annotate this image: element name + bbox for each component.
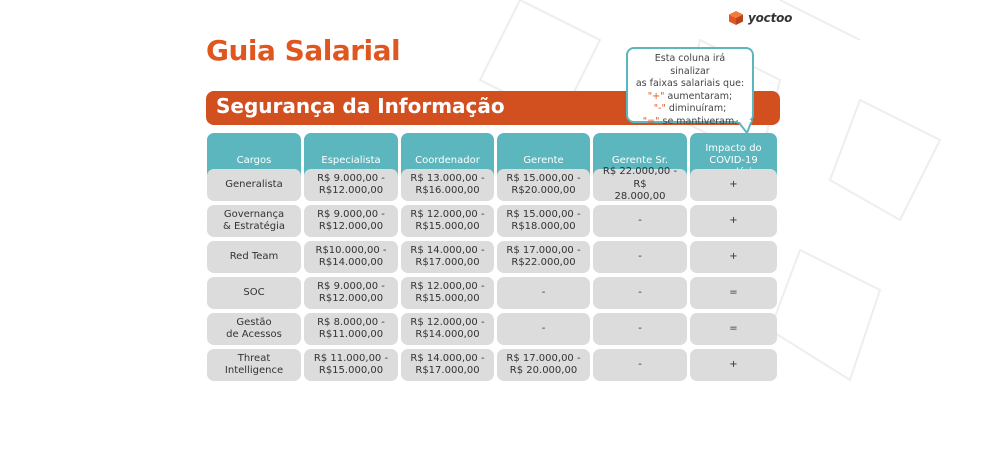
cell-impacto: =: [690, 277, 777, 309]
cell-especialista: R$ 9.000,00 - R$12.000,00: [304, 205, 398, 237]
logo-text: yoctoo: [748, 11, 793, 25]
cell-impacto: +: [690, 241, 777, 273]
cell-gerente: R$ 15.000,00 - R$18.000,00: [497, 205, 590, 237]
cell-gerente: R$ 17.000,00 - R$ 20.000,00: [497, 349, 590, 381]
cell-gerente: R$ 15.000,00 - R$20.000,00: [497, 169, 590, 201]
cell-impacto: +: [690, 169, 777, 201]
header-gerente: Gerente: [497, 133, 590, 188]
minus-mark: "-": [653, 103, 666, 114]
cell-especialista: R$10.000,00 - R$14.000,00: [304, 241, 398, 273]
cell-coordenador: R$ 14.000,00 - R$17.000,00: [401, 241, 494, 273]
cell-gerente-sr: -: [593, 205, 687, 237]
cube-icon: [728, 10, 744, 26]
cell-gerente-sr: -: [593, 277, 687, 309]
cell-especialista: R$ 8.000,00 - R$11.000,00: [304, 313, 398, 345]
equal-mark: "=": [642, 115, 660, 127]
cell-coordenador: R$ 12.000,00 - R$14.000,00: [401, 313, 494, 345]
header-impacto-covid: Impacto do COVID-19: [690, 133, 777, 188]
header-coordenador: Coordenador: [401, 133, 494, 188]
cell-gerente-sr: -: [593, 241, 687, 273]
cell-gerente: -: [497, 277, 590, 309]
cell-coordenador: R$ 12.000,00 - R$15.000,00: [401, 277, 494, 309]
callout-plus: [634, 91, 746, 104]
cell-coordenador: R$ 13.000,00 - R$16.000,00: [401, 169, 494, 201]
cell-cargo: Gestão de Acessos: [207, 313, 301, 345]
cell-gerente-sr: -: [593, 313, 687, 345]
equal-text: se mantiveram.: [659, 115, 738, 127]
minus-text: diminuíram;: [665, 103, 727, 114]
callout-tail: [735, 120, 757, 134]
cell-cargo: Governança & Estratégia: [207, 205, 301, 237]
cell-gerente-sr: -: [593, 349, 687, 381]
yoctoo-logo: [728, 9, 792, 27]
callout-line-1: Esta coluna irá sinalizar: [654, 53, 726, 77]
plus-text: aumentaram;: [664, 90, 733, 102]
cell-impacto: +: [690, 205, 777, 237]
cell-impacto: =: [690, 313, 777, 345]
cell-gerente: R$ 17.000,00 - R$22.000,00: [497, 241, 590, 273]
cell-cargo: Threat Intelligence: [207, 349, 301, 381]
header-gerente-sr: Gerente Sr.: [593, 133, 687, 188]
header-cargos: Cargos: [207, 133, 301, 188]
cell-gerente-sr: R$ 22.000,00 - R$ 28.000,00: [593, 169, 687, 201]
section-title: Segurança da Informação: [216, 94, 505, 118]
salary-table: [207, 133, 777, 381]
callout-line-2: as faixas salariais que:: [635, 78, 745, 89]
cell-coordenador: R$ 14.000,00 - R$17.000,00: [401, 349, 494, 381]
header-especialista: Especialista: [304, 133, 398, 188]
cell-cargo: Generalista: [207, 169, 301, 201]
cell-especialista: R$ 9.000,00 - R$12.000,00: [304, 169, 398, 201]
page-title: Guia Salarial: [206, 34, 401, 67]
plus-mark: "+": [647, 90, 665, 102]
legend-callout: [626, 47, 754, 127]
cell-cargo: SOC: [207, 277, 301, 309]
cell-cargo: Red Team: [207, 241, 301, 273]
cell-especialista: R$ 11.000,00 - R$15.000,00: [304, 349, 398, 381]
cell-gerente: -: [497, 313, 590, 345]
cell-coordenador: R$ 12.000,00 - R$15.000,00: [401, 205, 494, 237]
cell-especialista: R$ 9.000,00 - R$12.000,00: [304, 277, 398, 309]
callout-minus: [634, 103, 746, 116]
cell-impacto: +: [690, 349, 777, 381]
callout-equal: [634, 116, 746, 129]
